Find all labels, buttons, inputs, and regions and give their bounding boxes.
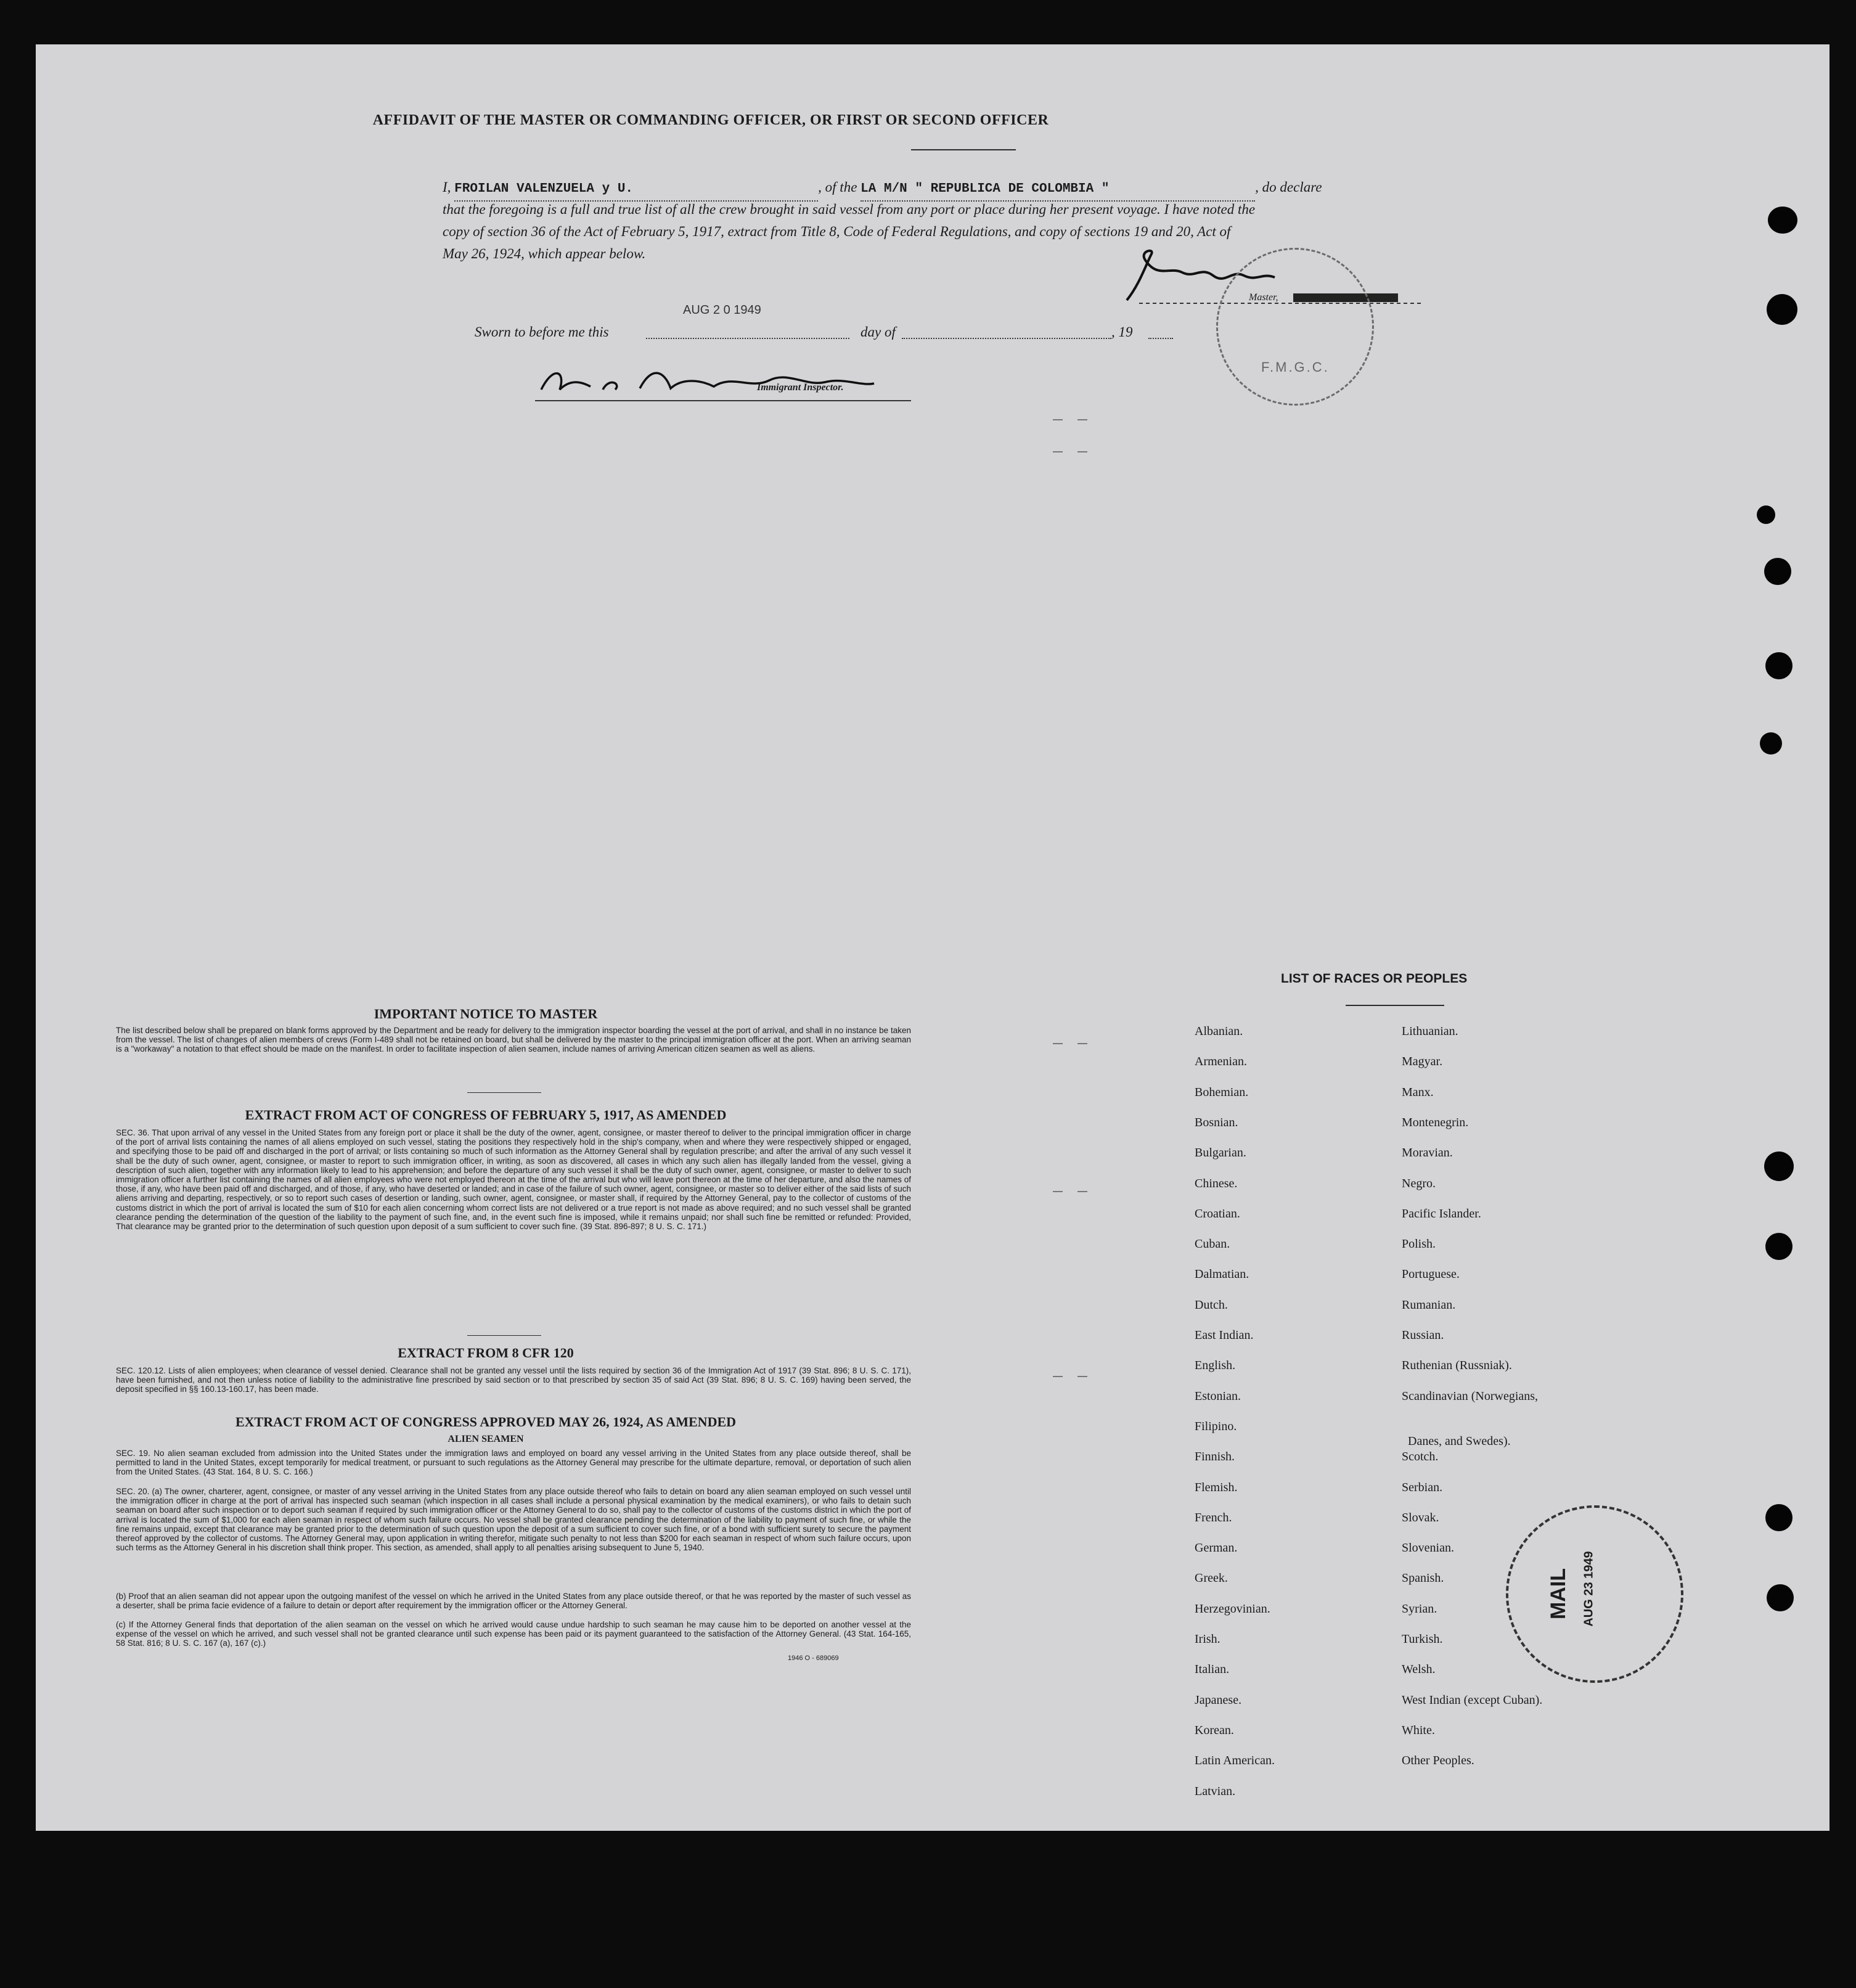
sworn-date-stamp: AUG 2 0 1949 (683, 303, 761, 317)
punch-hole (1765, 1504, 1793, 1531)
extract-cfr-text: SEC. 120.12. Lists of alien employees; when clearance of vessel denied. Clearance shall not be granted any vessel until the lists required by section 36 of the Immigration Act of 1917 (39 Stat. 896; 8 U. S. C. 171), have been furnished, and not then unless notice of liability to the administrative fine prescribed by said section or to that prescribed by section 35 of said Act (39 Stat. 896; 8 U. S. C. 169) having been served, the deposit specified in §§ 160.13-160.17, has been made. (116, 1366, 911, 1394)
extract-1924-sec20c: (c) If the Attorney General finds that deportation of the alien seaman on the vessel on which he arrived would cause undue hardship to such seaman he may cause him to be deported on another vessel at the expense of the vessel on which he arrived, and such vessel shall not be granted clearance until such expense has been paid or its payment guaranteed to the satisfaction of the Attorney General. (43 Stat. 164-165, 58 Stat. 816; 8 U. S. C. 167 (a), 167 (c).) (116, 1620, 911, 1648)
inspector-signature (529, 353, 923, 408)
race-item: Slovak. (1402, 1510, 1439, 1524)
day-of-label: day of (861, 324, 896, 340)
bleed-mark (1053, 1376, 1063, 1377)
punch-hole (1768, 207, 1797, 234)
mail-stamp-label: MAIL (1547, 1568, 1571, 1620)
document-page (36, 44, 1829, 1831)
bleed-mark (1077, 1043, 1087, 1044)
punch-hole (1765, 1233, 1793, 1260)
bleed-mark (1077, 1191, 1087, 1192)
punch-hole (1765, 652, 1793, 679)
race-item: Danes, and Swedes). (1408, 1434, 1511, 1448)
race-item: Manx. (1402, 1085, 1434, 1099)
race-item: Ruthenian (Russniak). (1402, 1359, 1512, 1373)
race-item: Montenegrin. (1402, 1115, 1469, 1129)
race-item: Chinese. (1195, 1176, 1238, 1190)
race-item: Syrian. (1402, 1601, 1437, 1616)
race-item: Moravian. (1402, 1146, 1453, 1160)
punch-hole (1760, 732, 1782, 755)
master-name-field (454, 176, 818, 202)
bleed-mark (1053, 451, 1063, 452)
race-item: Finnish. (1195, 1450, 1235, 1464)
punch-hole (1764, 1151, 1794, 1181)
race-item: Korean. (1195, 1723, 1234, 1737)
master-label: Master, (1249, 292, 1278, 303)
race-item: Albanian. (1195, 1025, 1243, 1038)
race-item: Japanese. (1195, 1693, 1242, 1707)
race-item: Bohemian. (1195, 1085, 1249, 1099)
race-item: West Indian (except Cuban). (1402, 1693, 1543, 1707)
declaration-line-2: that the foregoing is a full and true list of all the crew brought in said vessel from any port or place during her present voyage. I have noted the (443, 202, 1256, 217)
race-item: Turkish. (1402, 1632, 1443, 1646)
bleed-mark (1053, 419, 1063, 420)
extract-1924-sec19: SEC. 19. No alien seaman excluded from admission into the United States under the immigration laws and employed on board any vessel arriving in the United States from any place outside thereof, shall be permitted to land in the United States, except temporarily for medical treatment, or pursuant to such regulations as the Attorney General may prescribe for the ultimate departure, removal, or deportation of such alien from the United States. (43 Stat. 164, 8 U. S. C. 166.) (116, 1449, 911, 1477)
race-item: Scotch. (1402, 1450, 1439, 1464)
inspector-label: Immigrant Inspector. (757, 382, 844, 393)
race-item: Russian. (1402, 1328, 1444, 1342)
year-prefix: , 19 (1111, 324, 1133, 340)
race-item: Croatian. (1195, 1206, 1240, 1221)
races-rule (1346, 1005, 1444, 1006)
race-item: English. (1195, 1359, 1236, 1373)
pronoun: I, (443, 179, 451, 195)
extract-1924-subtitle: ALIEN SEAMEN (448, 1434, 524, 1444)
race-item: Italian. (1195, 1663, 1230, 1677)
affidavit-title: AFFIDAVIT OF THE MASTER OR COMMANDING OFFICER, OR FIRST OR SECOND OFFICER (372, 112, 1049, 128)
do-declare: , do declare (1255, 179, 1322, 195)
declaration-line-4: May 26, 1924, which appear below. (443, 246, 646, 261)
race-item: Rumanian. (1402, 1298, 1456, 1312)
race-item: White. (1402, 1723, 1435, 1737)
year-field (1148, 338, 1173, 339)
race-item: Irish. (1195, 1632, 1220, 1646)
race-item: Dutch. (1195, 1298, 1228, 1312)
race-item: Pacific Islander. (1402, 1206, 1481, 1221)
race-item: German. (1195, 1541, 1238, 1555)
important-notice-text: The list described below shall be prepared on blank forms approved by the Department and be ready for delivery to the immigration inspector boarding the vessel at the port of arrival, and shall in no instance be taken from the vessel. The list of changes of alien members of crews (Form I-489 shall not be retained on board, but shall be delivered by the master to the principal immigration officer at the port. When an arriving seaman is a "workaway" a notation to that effect should be made on the manifest. In order to facilitate inspection of alien seamen, include names of arriving American citizen seamen as well as aliens. (116, 1026, 911, 1054)
race-item: Estonian. (1195, 1389, 1241, 1403)
race-item: Filipino. (1195, 1419, 1237, 1433)
important-notice-title: IMPORTANT NOTICE TO MASTER (374, 1006, 598, 1021)
race-item: French. (1195, 1510, 1232, 1524)
vessel-field (861, 176, 1255, 202)
bleed-mark (1053, 1191, 1063, 1192)
extract-1924-title: EXTRACT FROM ACT OF CONGRESS APPROVED MAY 26, 1924, AS AMENDED (235, 1414, 737, 1430)
race-item: Latvian. (1195, 1784, 1236, 1798)
extract-1917-title: EXTRACT FROM ACT OF CONGRESS OF FEBRUARY 5, 1917, AS AMENDED (245, 1107, 727, 1123)
race-item: Polish. (1402, 1237, 1436, 1251)
month-field (902, 338, 1111, 339)
race-item: Negro. (1402, 1176, 1436, 1190)
mail-stamp-date: AUG 23 1949 (1582, 1551, 1596, 1627)
race-item: Bosnian. (1195, 1115, 1238, 1129)
declaration-line-3: copy of section 36 of the Act of February 5, 1917, extract from Title 8, Code of Federal Regulations, and copy of sections 19 and 20, Act of (443, 224, 1231, 239)
race-item: Bulgarian. (1195, 1146, 1246, 1160)
mail-stamp (1506, 1505, 1683, 1683)
bleed-mark (1077, 419, 1087, 420)
race-item: Greek. (1195, 1571, 1228, 1585)
punch-hole (1757, 505, 1775, 524)
race-item: Flemish. (1195, 1480, 1238, 1494)
race-item: Dalmatian. (1195, 1267, 1249, 1282)
bleed-mark (1077, 451, 1087, 452)
race-item: Cuban. (1195, 1237, 1230, 1251)
race-item: Serbian. (1402, 1480, 1443, 1494)
ship-seal-stamp (1216, 248, 1374, 406)
race-item: Magyar. (1402, 1055, 1443, 1069)
races-title: LIST OF RACES OR PEOPLES (1281, 972, 1468, 986)
race-item: Slovenian. (1402, 1541, 1454, 1555)
race-item: Other Peoples. (1402, 1754, 1474, 1768)
extract-cfr-title: EXTRACT FROM 8 CFR 120 (398, 1345, 574, 1360)
sworn-day-field (646, 338, 849, 339)
bleed-mark (1053, 1043, 1063, 1044)
extract-1924-sec20b: (b) Proof that an alien seaman did not appear upon the outgoing manifest of the vessel on which he arrived in the United States from any place outside thereof, or that he was reported by the master of such vessel as a deserter, shall be prima facie evidence of a failure to detain or deport after requirement by the immigration officer or the Attorney General. (116, 1592, 911, 1611)
title-rule (911, 149, 1016, 150)
print-code: 1946 O - 689069 (788, 1655, 839, 1662)
race-item: Herzegovinian. (1195, 1601, 1270, 1616)
punch-hole (1767, 1584, 1794, 1611)
race-item: Lithuanian. (1402, 1025, 1458, 1038)
declaration-line-1 (443, 176, 1478, 202)
race-item: Scandinavian (Norwegians, (1402, 1389, 1539, 1403)
race-item: East Indian. (1195, 1328, 1254, 1342)
of-the: , of the (818, 179, 857, 195)
vessel-name: LA M/N " REPUBLICA DE COLOMBIA " (861, 182, 1110, 196)
punch-hole (1764, 558, 1791, 585)
extract-1924-sec20a: SEC. 20. (a) The owner, charterer, agent, consignee, or master of any vessel arriving in the United States from any place outside thereof who fails to detain on board any alien seaman employed on such vessel until the immigration officer in charge at the port of arrival has inspected such seaman (which inspection in all cases shall include a personal physical examination by the medical examiners), or who fails to detain such seaman on board after such inspection or to deport such seaman if required by such immigration officer or the Attorney General to do so, shall pay to the collector of customs of the customs district in which the port of arrival is located the sum of $1,000 for each alien seaman in respect of whom such failure occurs. No vessel shall be granted clearance pending the determination of the liability to payment of such fine, or while the fine remains unpaid, except that clearance may be granted prior to the determination of such question upon the deposit of a sum sufficient to cover such fine, or of a bond with sufficient surety to secure the payment thereof approved by the collector of customs. The Attorney General may, upon application in writing therefor, mitigate such penalty to not less than $200 for each seaman in respect of whom such failure occurs, upon such terms as the Attorney General in his discretion shall think proper. This section, as amended, shall apply to all penalties arising subsequent to June 5, 1940. (116, 1487, 911, 1553)
sworn-label: Sworn to before me this (475, 324, 609, 340)
race-item: Portuguese. (1402, 1267, 1460, 1282)
race-item: Welsh. (1402, 1663, 1436, 1677)
extract-1917-rule (467, 1335, 541, 1336)
punch-hole (1767, 294, 1797, 325)
race-item: Spanish. (1402, 1571, 1444, 1585)
race-item: Armenian. (1195, 1055, 1247, 1069)
notice-rule (467, 1092, 541, 1093)
bleed-mark (1077, 1376, 1087, 1377)
extract-1917-text: SEC. 36. That upon arrival of any vessel in the United States from any foreign port or place it shall be the duty of the owner, agent, consignee, or master thereof to deliver to the principal immigration officer in charge of the port of arrival lists containing the names of all aliens employed on such vessel, stating the positions they respectively hold in the ship's company, when and where they were respectively shipped or engaged, and specifying those to be paid off and discharged in the port of arrival; or lists containing so much of such information as the Attorney General shall by regulation prescribe; and after the arrival of any such vessel it shall be the duty of such owner, agent, consignee, or master to report to such immigration officer, in writing, as soon as discovered, all cases in which any such alien has illegally landed from the vessel, giving a description of such alien, together with any information likely to lead to his apprehension; and before the departure of any such vessel it shall be the duty of such owner, agent, consignee, or master to deliver to such immigration officer a further list containing the names of all alien employees who were not employed thereon at the time of the arrival but who will leave port thereon at the time of her departure, and also the names of those, if any, who have been paid off and discharged, and of those, if any, who have deserted or landed; and in case of the failure of such owner, agent, consignee, or master so to deliver either of the said lists of such aliens arriving and departing, respectively, or so to report such cases of desertion or landing, such owner, agent, consignee, or master shall, if required by the Attorney General, pay to the collector of customs of the customs district in which the port of arrival is located the sum of $10 for each alien concerning whom correct lists are not delivered or a true report is not made as above required; and no such vessel shall be granted clearance pending the determination of the question of the liability to the payment of such fine, and, in the event such fine is imposed, while it remains unpaid; nor shall such fine be remitted or refunded: Provided, That clearance may be granted prior to the determination of such question upon deposit of a sum sufficient to cover such fine. (39 Stat. 896-897; 8 U. S. C. 171.) (116, 1128, 911, 1232)
race-item: Latin American. (1195, 1754, 1275, 1768)
master-name: FROILAN VALENZUELA y U. (454, 182, 634, 196)
seal-text: F.M.G.C. (1261, 359, 1330, 375)
